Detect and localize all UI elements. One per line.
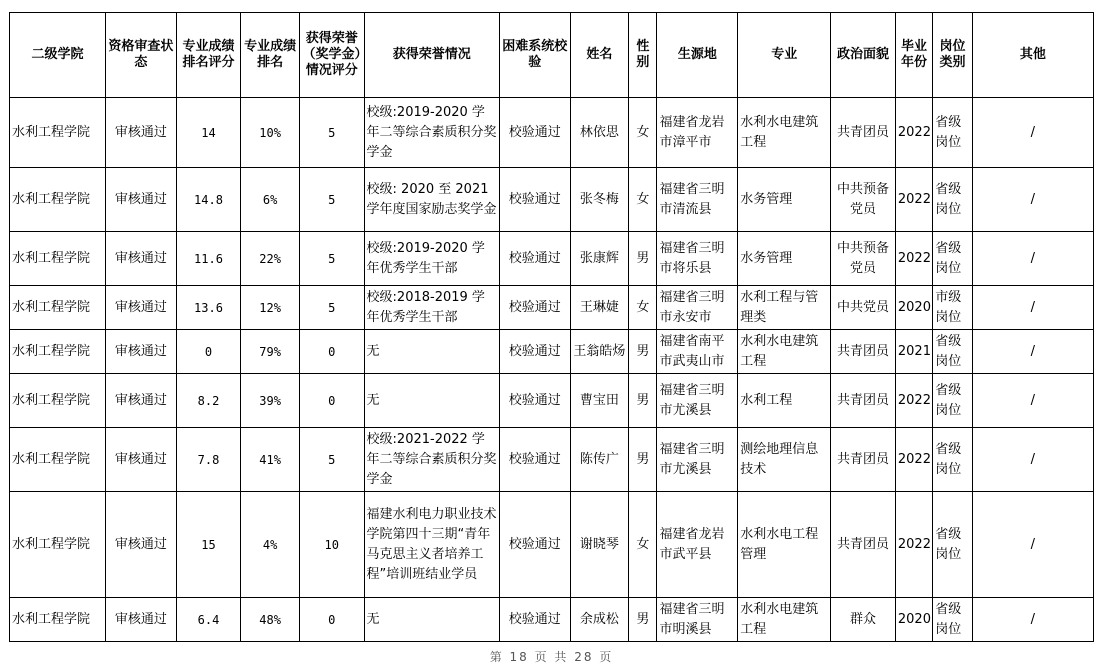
honor-score-cell: 0 bbox=[299, 598, 364, 642]
major-cell: 水利水电建筑工程 bbox=[738, 330, 831, 374]
other-cell: / bbox=[972, 428, 1093, 492]
college-cell: 水利工程学院 bbox=[10, 286, 106, 330]
name-cell: 张康辉 bbox=[570, 232, 629, 286]
origin-cell: 福建省三明市永安市 bbox=[657, 286, 738, 330]
gender-cell: 男 bbox=[629, 598, 657, 642]
post-type-cell: 省级岗位 bbox=[933, 374, 972, 428]
rank-score-cell: 14 bbox=[176, 98, 241, 168]
rank-score-cell: 13.6 bbox=[176, 286, 241, 330]
review-status-cell: 审核通过 bbox=[105, 98, 176, 168]
header-row bbox=[10, 13, 1094, 98]
honor-detail-cell: 福建水利电力职业技术学院第四十三期“青年马克思主义者培养工程”培训班结业学员 bbox=[364, 492, 499, 598]
post-type-cell: 省级岗位 bbox=[933, 168, 972, 232]
header-grad-year: 毕业年份 bbox=[895, 13, 932, 98]
rank-cell: 48% bbox=[241, 598, 300, 642]
political-cell: 中共党员 bbox=[831, 286, 896, 330]
header-rank: 专业成绩排名 bbox=[241, 13, 300, 98]
rank-cell: 79% bbox=[241, 330, 300, 374]
header-honor-score: 获得荣誉（奖学金）情况评分 bbox=[299, 13, 364, 98]
rank-score-cell: 15 bbox=[176, 492, 241, 598]
gender-cell: 男 bbox=[629, 428, 657, 492]
review-status-cell: 审核通过 bbox=[105, 598, 176, 642]
post-type-cell: 省级岗位 bbox=[933, 428, 972, 492]
origin-cell: 福建省三明市尤溪县 bbox=[657, 428, 738, 492]
hardship-check-cell: 校验通过 bbox=[499, 492, 570, 598]
header-post-type: 岗位类别 bbox=[933, 13, 972, 98]
header-gender: 性别 bbox=[629, 13, 657, 98]
rank-cell: 39% bbox=[241, 374, 300, 428]
major-cell: 水利工程与管理类 bbox=[738, 286, 831, 330]
honor-score-cell: 0 bbox=[299, 374, 364, 428]
honor-detail-cell: 校级:2019-2020 学年二等综合素质积分奖学金 bbox=[364, 98, 499, 168]
honor-score-cell: 5 bbox=[299, 428, 364, 492]
origin-cell: 福建省龙岩市漳平市 bbox=[657, 98, 738, 168]
major-cell: 水利水电建筑工程 bbox=[738, 598, 831, 642]
other-cell: / bbox=[972, 98, 1093, 168]
college-cell: 水利工程学院 bbox=[10, 330, 106, 374]
table-row bbox=[10, 428, 1094, 492]
review-status-cell: 审核通过 bbox=[105, 168, 176, 232]
origin-cell: 福建省三明市尤溪县 bbox=[657, 374, 738, 428]
grad-year-cell: 2022 bbox=[895, 168, 932, 232]
name-cell: 张冬梅 bbox=[570, 168, 629, 232]
major-cell: 测绘地理信息技术 bbox=[738, 428, 831, 492]
college-cell: 水利工程学院 bbox=[10, 492, 106, 598]
rank-cell: 4% bbox=[241, 492, 300, 598]
college-cell: 水利工程学院 bbox=[10, 98, 106, 168]
table-row bbox=[10, 492, 1094, 598]
rank-score-cell: 0 bbox=[176, 330, 241, 374]
rank-cell: 12% bbox=[241, 286, 300, 330]
other-cell: / bbox=[972, 492, 1093, 598]
rank-cell: 10% bbox=[241, 98, 300, 168]
rank-cell: 41% bbox=[241, 428, 300, 492]
other-cell: / bbox=[972, 330, 1093, 374]
post-type-cell: 省级岗位 bbox=[933, 330, 972, 374]
gender-cell: 女 bbox=[629, 168, 657, 232]
gender-cell: 女 bbox=[629, 492, 657, 598]
table-row bbox=[10, 330, 1094, 374]
college-cell: 水利工程学院 bbox=[10, 428, 106, 492]
table-row bbox=[10, 168, 1094, 232]
rank-score-cell: 6.4 bbox=[176, 598, 241, 642]
header-hardship-check: 困难系统校验 bbox=[499, 13, 570, 98]
grad-year-cell: 2020 bbox=[895, 286, 932, 330]
grad-year-cell: 2022 bbox=[895, 232, 932, 286]
gender-cell: 男 bbox=[629, 330, 657, 374]
honor-detail-cell: 校级:2019-2020 学年优秀学生干部 bbox=[364, 232, 499, 286]
rank-score-cell: 11.6 bbox=[176, 232, 241, 286]
major-cell: 水利水电工程管理 bbox=[738, 492, 831, 598]
review-status-cell: 审核通过 bbox=[105, 428, 176, 492]
other-cell: / bbox=[972, 286, 1093, 330]
origin-cell: 福建省三明市将乐县 bbox=[657, 232, 738, 286]
name-cell: 曹宝田 bbox=[570, 374, 629, 428]
rank-score-cell: 8.2 bbox=[176, 374, 241, 428]
other-cell: / bbox=[972, 374, 1093, 428]
hardship-check-cell: 校验通过 bbox=[499, 98, 570, 168]
honor-detail-cell: 校级:2018-2019 学年优秀学生干部 bbox=[364, 286, 499, 330]
college-cell: 水利工程学院 bbox=[10, 232, 106, 286]
post-type-cell: 省级岗位 bbox=[933, 98, 972, 168]
college-cell: 水利工程学院 bbox=[10, 598, 106, 642]
table-row bbox=[10, 232, 1094, 286]
hardship-check-cell: 校验通过 bbox=[499, 232, 570, 286]
honor-score-cell: 5 bbox=[299, 286, 364, 330]
name-cell: 王翁皓炀 bbox=[570, 330, 629, 374]
header-honor-detail: 获得荣誉情况 bbox=[364, 13, 499, 98]
political-cell: 群众 bbox=[831, 598, 896, 642]
grad-year-cell: 2022 bbox=[895, 492, 932, 598]
political-cell: 共青团员 bbox=[831, 428, 896, 492]
honor-score-cell: 5 bbox=[299, 168, 364, 232]
grad-year-cell: 2020 bbox=[895, 598, 932, 642]
origin-cell: 福建省南平市武夷山市 bbox=[657, 330, 738, 374]
major-cell: 水务管理 bbox=[738, 168, 831, 232]
hardship-check-cell: 校验通过 bbox=[499, 330, 570, 374]
gender-cell: 女 bbox=[629, 98, 657, 168]
honor-detail-cell: 无 bbox=[364, 374, 499, 428]
header-other: 其他 bbox=[972, 13, 1093, 98]
honor-detail-cell: 校级:2021-2022 学年二等综合素质积分奖学金 bbox=[364, 428, 499, 492]
political-cell: 共青团员 bbox=[831, 374, 896, 428]
origin-cell: 福建省三明市明溪县 bbox=[657, 598, 738, 642]
post-type-cell: 市级岗位 bbox=[933, 286, 972, 330]
rank-score-cell: 14.8 bbox=[176, 168, 241, 232]
header-name: 姓名 bbox=[570, 13, 629, 98]
honor-detail-cell: 校级: 2020 至 2021 学年度国家励志奖学金 bbox=[364, 168, 499, 232]
page-footer: 第 18 页 共 28 页 bbox=[489, 650, 614, 664]
political-cell: 共青团员 bbox=[831, 330, 896, 374]
origin-cell: 福建省龙岩市武平县 bbox=[657, 492, 738, 598]
honor-score-cell: 5 bbox=[299, 232, 364, 286]
major-cell: 水利工程 bbox=[738, 374, 831, 428]
header-review-status: 资格审查状态 bbox=[105, 13, 176, 98]
review-status-cell: 审核通过 bbox=[105, 374, 176, 428]
honor-score-cell: 10 bbox=[299, 492, 364, 598]
rank-cell: 22% bbox=[241, 232, 300, 286]
honor-detail-cell: 无 bbox=[364, 330, 499, 374]
table-row bbox=[10, 286, 1094, 330]
name-cell: 王琳婕 bbox=[570, 286, 629, 330]
header-rank-score: 专业成绩排名评分 bbox=[176, 13, 241, 98]
name-cell: 谢晓琴 bbox=[570, 492, 629, 598]
gender-cell: 女 bbox=[629, 286, 657, 330]
applicant-table bbox=[9, 12, 1094, 642]
name-cell: 林依思 bbox=[570, 98, 629, 168]
hardship-check-cell: 校验通过 bbox=[499, 286, 570, 330]
table-row bbox=[10, 98, 1094, 168]
rank-score-cell: 7.8 bbox=[176, 428, 241, 492]
grad-year-cell: 2021 bbox=[895, 330, 932, 374]
major-cell: 水利水电建筑工程 bbox=[738, 98, 831, 168]
table-row bbox=[10, 374, 1094, 428]
review-status-cell: 审核通过 bbox=[105, 492, 176, 598]
hardship-check-cell: 校验通过 bbox=[499, 168, 570, 232]
political-cell: 中共预备党员 bbox=[831, 232, 896, 286]
gender-cell: 男 bbox=[629, 374, 657, 428]
name-cell: 陈传广 bbox=[570, 428, 629, 492]
header-major: 专业 bbox=[738, 13, 831, 98]
name-cell: 余成松 bbox=[570, 598, 629, 642]
post-type-cell: 省级岗位 bbox=[933, 492, 972, 598]
hardship-check-cell: 校验通过 bbox=[499, 374, 570, 428]
header-political: 政治面貌 bbox=[831, 13, 896, 98]
rank-cell: 6% bbox=[241, 168, 300, 232]
grad-year-cell: 2022 bbox=[895, 374, 932, 428]
post-type-cell: 省级岗位 bbox=[933, 598, 972, 642]
grad-year-cell: 2022 bbox=[895, 98, 932, 168]
review-status-cell: 审核通过 bbox=[105, 232, 176, 286]
header-origin: 生源地 bbox=[657, 13, 738, 98]
major-cell: 水务管理 bbox=[738, 232, 831, 286]
review-status-cell: 审核通过 bbox=[105, 286, 176, 330]
honor-score-cell: 0 bbox=[299, 330, 364, 374]
gender-cell: 男 bbox=[629, 232, 657, 286]
college-cell: 水利工程学院 bbox=[10, 374, 106, 428]
other-cell: / bbox=[972, 168, 1093, 232]
review-status-cell: 审核通过 bbox=[105, 330, 176, 374]
political-cell: 共青团员 bbox=[831, 98, 896, 168]
honor-detail-cell: 无 bbox=[364, 598, 499, 642]
honor-score-cell: 5 bbox=[299, 98, 364, 168]
other-cell: / bbox=[972, 232, 1093, 286]
college-cell: 水利工程学院 bbox=[10, 168, 106, 232]
political-cell: 共青团员 bbox=[831, 492, 896, 598]
post-type-cell: 省级岗位 bbox=[933, 232, 972, 286]
other-cell: / bbox=[972, 598, 1093, 642]
hardship-check-cell: 校验通过 bbox=[499, 428, 570, 492]
hardship-check-cell: 校验通过 bbox=[499, 598, 570, 642]
header-college: 二级学院 bbox=[10, 13, 106, 98]
grad-year-cell: 2022 bbox=[895, 428, 932, 492]
origin-cell: 福建省三明市清流县 bbox=[657, 168, 738, 232]
political-cell: 中共预备党员 bbox=[831, 168, 896, 232]
table-row bbox=[10, 598, 1094, 642]
